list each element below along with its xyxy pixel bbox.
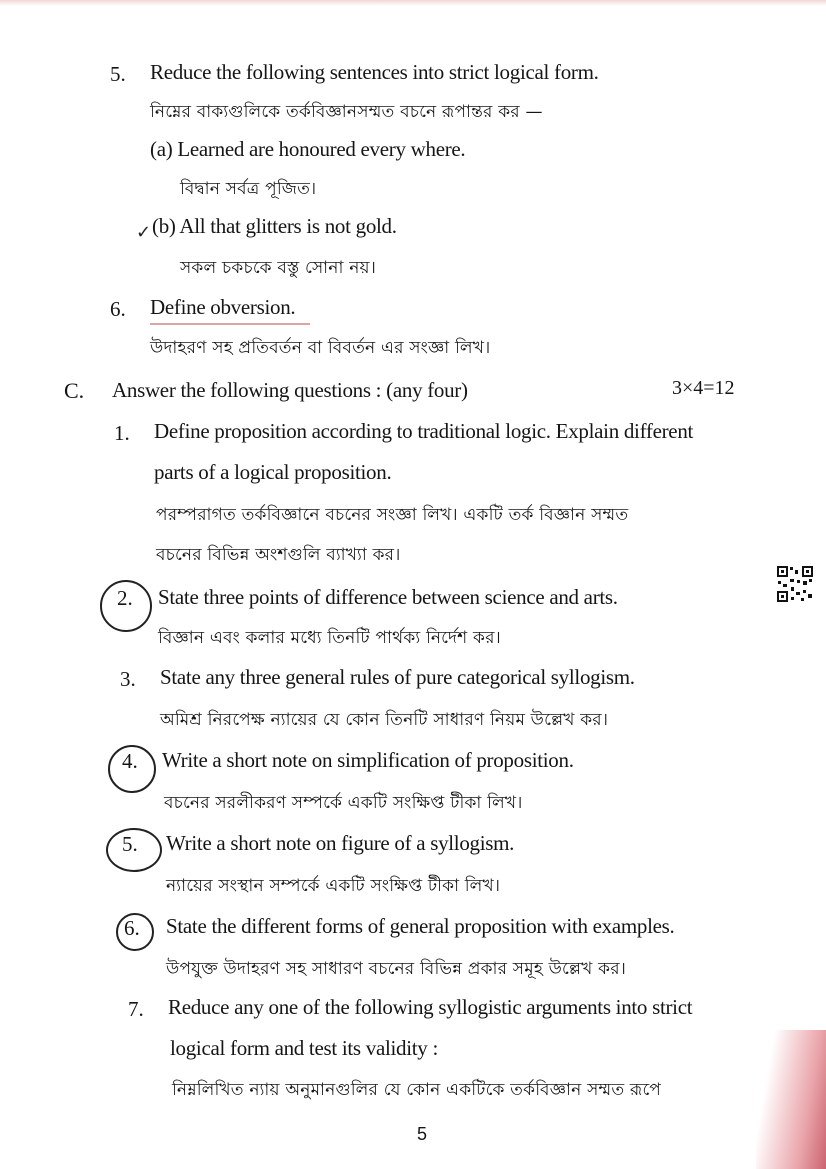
- c2-text: State three points of difference between science and arts.: [158, 585, 618, 609]
- c3-text: State any three general rules of pure categorical syllogism.: [160, 665, 635, 689]
- pen-underline: [150, 323, 310, 325]
- c6-number: 6.: [124, 916, 140, 940]
- page-top-edge: [0, 0, 826, 6]
- q5-a-text: (a) Learned are honoured every where.: [150, 137, 466, 161]
- c5-bengali: ন্যায়ের সংস্থান সম্পর্কে একটি সংক্ষিপ্ত টীকা লিখ।: [166, 876, 501, 896]
- c6-text: State the different forms of general proposition with examples.: [166, 914, 675, 938]
- c4-number: 4.: [122, 749, 138, 773]
- q5-b-bengali: সকল চকচকে বস্তু সোনা নয়।: [180, 258, 377, 278]
- c4-text: Write a short note on simplification of proposition.: [162, 748, 574, 772]
- section-c-marks: 3×4=12: [672, 377, 735, 399]
- c1-text-line2: parts of a logical proposition.: [154, 460, 392, 484]
- c7-bengali: নিম্নলিখিত ন্যায় অনুমানগুলির যে কোন একটিকে তর্কবিজ্ঞান সম্মত রূপে: [172, 1080, 662, 1100]
- section-c-instruction: Answer the following questions : (any four): [112, 378, 468, 402]
- c2-bengali: বিজ্ঞান এবং কলার মধ্যে তিনটি পার্থক্য নির্দেশ কর।: [158, 628, 501, 648]
- q5-b-text: (b) All that glitters is not gold.: [152, 214, 397, 238]
- q6-number: 6.: [110, 297, 126, 321]
- qr-code-icon: [776, 565, 814, 603]
- c3-number: 3.: [120, 667, 136, 691]
- section-c-label: C.: [64, 378, 85, 403]
- c6-bengali: উপযুক্ত উদাহরণ সহ সাধারণ বচনের বিভিন্ন প্রকার সমূহ উল্লেখ কর।: [166, 959, 627, 979]
- q5-text: Reduce the following sentences into strict logical form.: [150, 60, 599, 84]
- c5-number: 5.: [122, 832, 138, 856]
- checkmark-icon: ✓: [136, 222, 152, 243]
- page-stain: [756, 1030, 826, 1169]
- q5-bengali: নিম্নের বাক্যগুলিকে তর্কবিজ্ঞানসম্মত বচনে রূপান্তর কর —: [150, 102, 543, 122]
- q5-number: 5.: [110, 62, 126, 86]
- c2-number: 2.: [117, 586, 133, 610]
- c7-number: 7.: [128, 997, 144, 1021]
- c1-number: 1.: [114, 421, 130, 445]
- q6-bengali: উদাহরণ সহ প্রতিবর্তন বা বিবর্তন এর সংজ্ঞা লিখ।: [150, 338, 491, 358]
- c4-bengali: বচনের সরলীকরণ সম্পর্কে একটি সংক্ষিপ্ত টীকা লিখ।: [164, 793, 523, 813]
- c7-text-line1: Reduce any one of the following syllogistic arguments into strict: [168, 995, 693, 1019]
- c7-text-line2: logical form and test its validity :: [170, 1036, 438, 1060]
- c1-text-line1: Define proposition according to traditional logic. Explain different: [154, 419, 694, 443]
- c3-bengali: অমিশ্র নিরপেক্ষ ন্যায়ের যে কোন তিনটি সাধারণ নিয়ম উল্লেখ কর।: [160, 710, 609, 730]
- c1-bengali-line2: বচনের বিভিন্ন অংশগুলি ব্যাখ্যা কর।: [156, 545, 401, 565]
- q6-text: Define obversion.: [150, 295, 296, 319]
- c1-bengali-line1: পরম্পরাগত তর্কবিজ্ঞানে বচনের সংজ্ঞা লিখ। একটি তর্ক বিজ্ঞান সম্মত: [156, 505, 629, 525]
- page-number: 5: [417, 1124, 428, 1144]
- c5-text: Write a short note on figure of a syllogism.: [166, 831, 515, 855]
- q5-a-bengali: বিদ্বান সর্বত্র পূজিত।: [180, 179, 317, 199]
